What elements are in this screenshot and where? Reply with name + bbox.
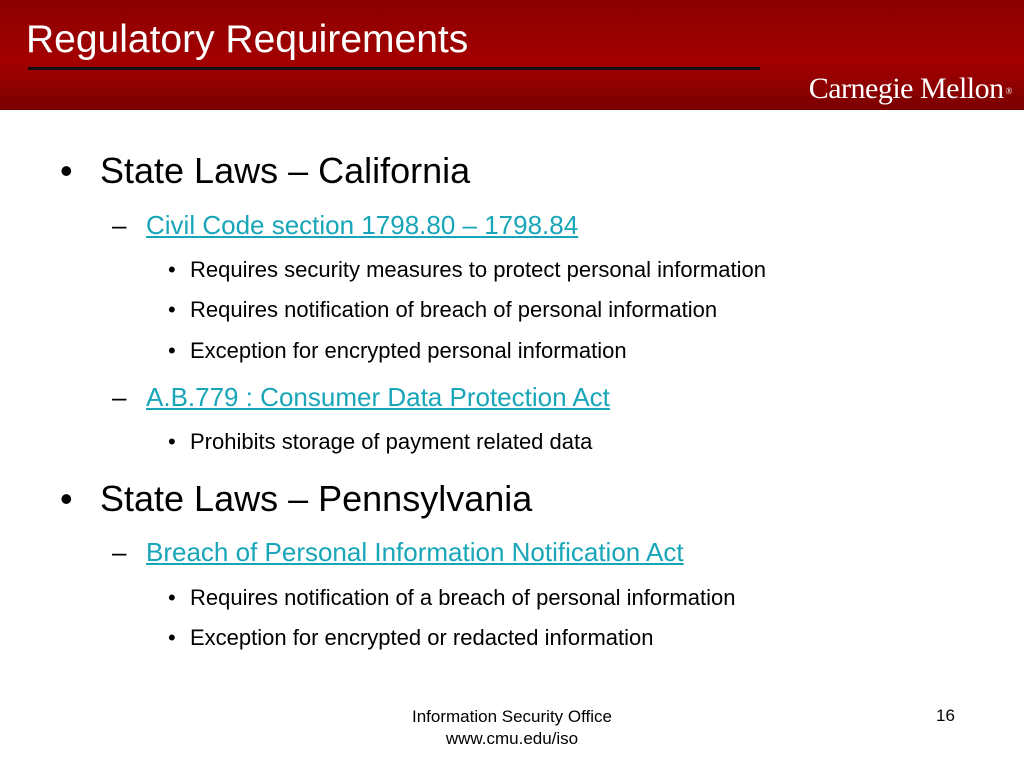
section-heading: State Laws – California: [100, 150, 471, 191]
footer-office: Information Security Office: [412, 707, 612, 726]
sub-item: [112, 382, 610, 413]
point-text: Requires security measures to protect personal information: [190, 257, 766, 282]
sub-bullet-item: [168, 585, 735, 611]
point-text: Exception for encrypted personal information: [190, 338, 627, 363]
sub-bullet-item: [168, 297, 717, 323]
bullet-icon: •: [168, 429, 176, 454]
dash-icon: –: [112, 537, 127, 567]
bullet-icon: •: [60, 478, 73, 519]
sub-bullet-item: [168, 429, 592, 455]
title-banner: [0, 0, 1024, 110]
logo-text: Carnegie Mellon: [808, 72, 1004, 105]
bullet-icon: •: [168, 257, 176, 282]
sub-item: [112, 210, 578, 241]
breach-notification-act-link[interactable]: Breach of Personal Information Notification Act: [146, 537, 684, 567]
civil-code-link[interactable]: Civil Code section 1798.80 – 1798.84: [146, 210, 579, 240]
bullet-icon: •: [168, 338, 176, 363]
sub-bullet-item: [168, 338, 627, 364]
section-heading: State Laws – Pennsylvania: [100, 478, 533, 519]
bullet-item: [60, 478, 532, 520]
page-number: 16: [936, 706, 955, 725]
point-text: Exception for encrypted or redacted information: [190, 625, 654, 650]
bullet-icon: •: [60, 150, 73, 191]
bullet-item: [60, 150, 470, 192]
sub-bullet-item: [168, 625, 653, 651]
point-text: Requires notification of a breach of personal information: [190, 585, 736, 610]
carnegie-mellon-logo: [809, 72, 1012, 106]
dash-icon: –: [112, 382, 127, 412]
bullet-icon: •: [168, 297, 176, 322]
consumer-data-protection-act-link[interactable]: A.B.779 : Consumer Data Protection Act: [146, 382, 610, 412]
registered-mark: ®: [1005, 86, 1012, 96]
sub-item: [112, 537, 684, 568]
bullet-icon: •: [168, 625, 176, 650]
sub-bullet-item: [168, 257, 766, 283]
point-text: Requires notification of breach of personal information: [190, 297, 718, 322]
slide-title: Regulatory Requirements: [26, 18, 469, 61]
point-text: Prohibits storage of payment related data: [190, 429, 593, 454]
footer: [360, 706, 664, 750]
bullet-icon: •: [168, 585, 176, 610]
title-underline: [28, 67, 760, 70]
footer-url: www.cmu.edu/iso: [445, 729, 579, 748]
dash-icon: –: [112, 210, 127, 240]
